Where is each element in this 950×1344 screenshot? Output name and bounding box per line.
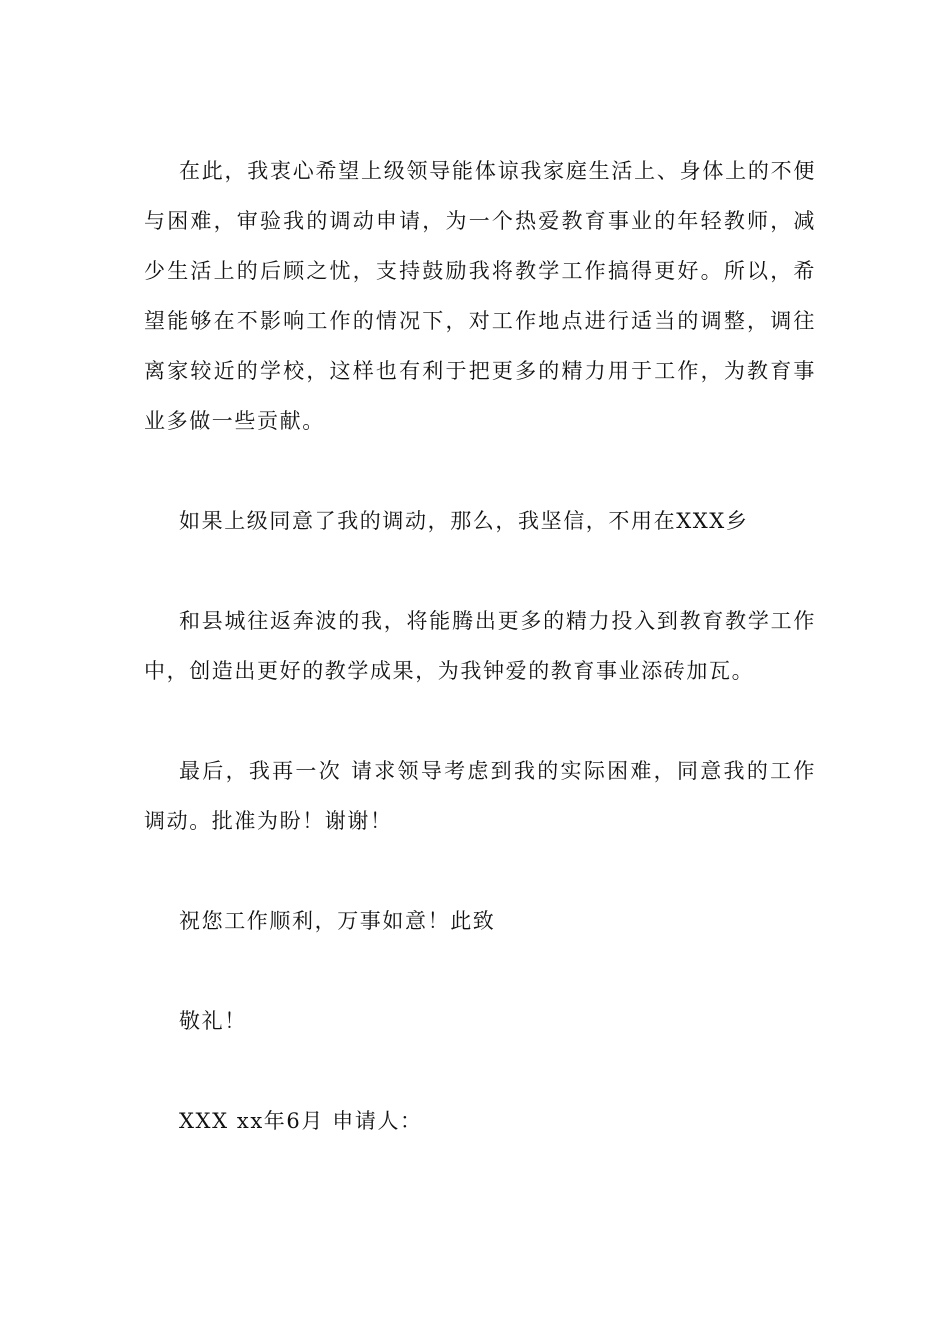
closing-wish: 祝您工作顺利，万事如意！此致 bbox=[179, 909, 496, 933]
signature-line: XXX xx年6月 申请人： bbox=[179, 1109, 423, 1133]
body-paragraph-final-request: 最后，我再一次 请求领导考虑到我的实际困难，同意我的工作调动。批准为盼！谢谢！ bbox=[144, 759, 816, 833]
body-paragraph-request: 在此，我衷心希望上级领导能体谅我家庭生活上、身体上的不便与困难，审验我的调动申请，为一个热爱教育事业的年轻教师，减少生活上的后顾之忧，支持鼓励我将教学工作搞得更好。所以，希望能够在不影响工作的情况下，对工作地点进行适当的调整，调往离家较近的学校，这样也有利于把更多的精力用于工作，为教育事业多做一些贡献。 bbox=[144, 159, 816, 433]
body-paragraph-approval: 如果上级同意了我的调动，那么，我坚信，不用在XXX乡 bbox=[179, 509, 749, 533]
salutation: 敬礼！ bbox=[179, 1009, 247, 1033]
body-paragraph-commute: 和县城往返奔波的我，将能腾出更多的精力投入到教育教学工作中，创造出更好的教学成果，为我钟爱的教育事业添砖加瓦。 bbox=[144, 609, 816, 683]
